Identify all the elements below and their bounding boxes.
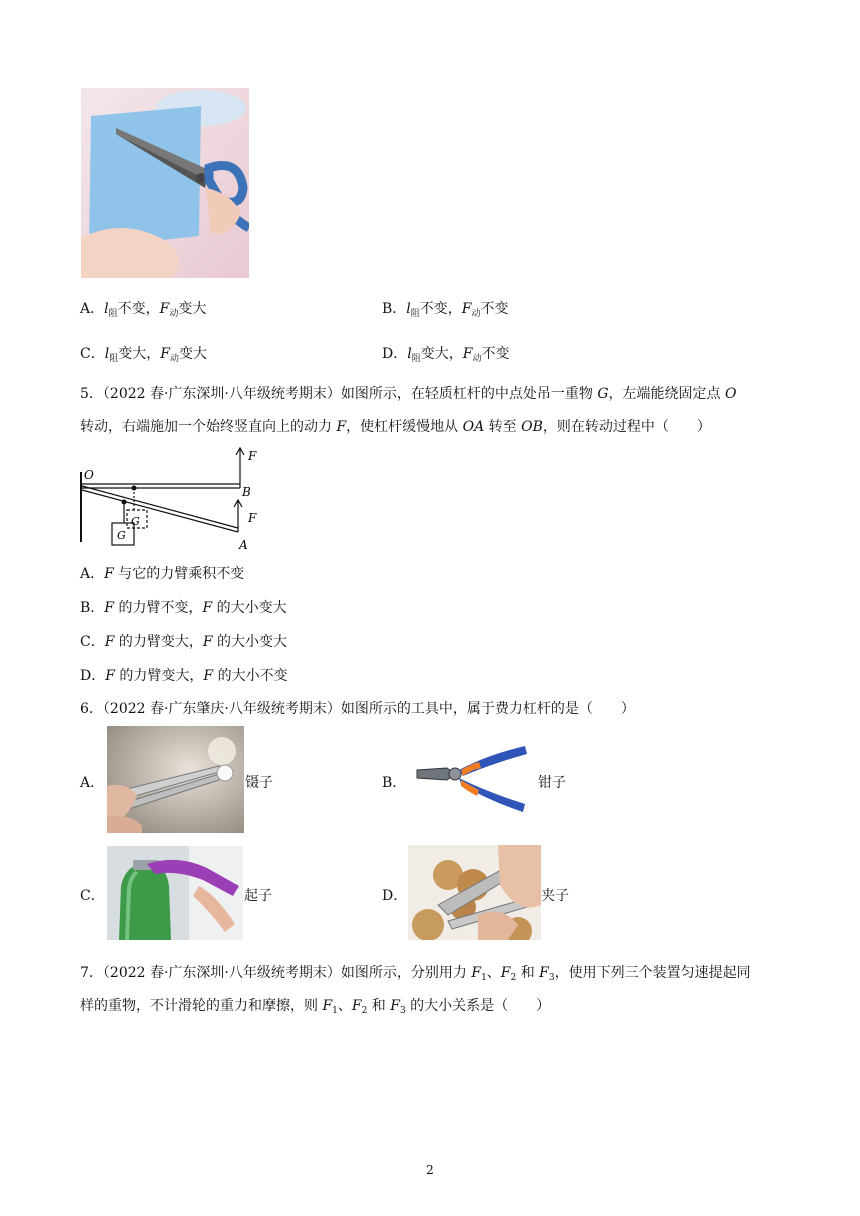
q4-option-d[interactable]: D．$l_阻$变大，$F_动$不变 [382, 346, 510, 364]
nutcracker-photo [408, 845, 541, 940]
q6-option-b[interactable]: B． [382, 775, 407, 791]
q4-option-a[interactable]: A．$l_阻$不变，$F_动$变大 [80, 301, 207, 319]
q5-option-d[interactable]: D．F 的力臂变大，F 的大小不变 [80, 668, 288, 684]
page-number: 2 [426, 1163, 434, 1177]
q6-label-b: 钳子 [538, 775, 566, 791]
lever-diagram [76, 446, 266, 556]
label-a: A [239, 538, 248, 552]
q6-label-a: 镊子 [245, 775, 273, 791]
label-g-solid: G [117, 529, 126, 542]
q5-stem-line1: 5．（2022 春·广东深圳·八年级统考期末）如图所示，在轻质杠杆的中点处吊一重物 G，左端能绕固定点 O [80, 386, 737, 402]
tweezers-photo [107, 726, 244, 833]
pliers-photo [407, 740, 537, 815]
label-f-bottom: F [248, 511, 257, 525]
q5-option-b[interactable]: B．F 的力臂不变，F 的大小变大 [80, 600, 287, 616]
q5-stem-line2: 转动，右端施加一个始终竖直向上的动力 F，使杠杆缓慢地从 OA 转至 OB，则在转动过程中（ ） [80, 419, 711, 435]
label-g-dashed: G [131, 515, 140, 528]
bottle-opener-photo [107, 846, 243, 940]
q7-stem-line1: 7．（2022 春·广东深圳·八年级统考期末）如图所示，分别用力 $F_1$、$F_2$ 和 $F_3$，使用下列三个装置匀速提起同 [80, 965, 751, 983]
q6-option-c[interactable]: C． [80, 888, 105, 904]
label-f-top: F [248, 449, 257, 463]
q6-option-d[interactable]: D． [382, 888, 408, 904]
q4-option-b[interactable]: B．$l_阻$不变，$F_动$不变 [382, 301, 509, 319]
q4-option-c[interactable]: C．$l_阻$变大，$F_动$变大 [80, 346, 207, 364]
label-b: B [242, 485, 251, 499]
q6-label-c: 起子 [244, 888, 272, 904]
q5-option-c[interactable]: C．F 的力臂变大，F 的大小变大 [80, 634, 288, 650]
q6-option-a[interactable]: A． [80, 775, 105, 791]
q5-option-a[interactable]: A．F 与它的力臂乘积不变 [80, 566, 245, 582]
scissors-photo [81, 88, 249, 278]
q6-label-d: 夹子 [541, 888, 569, 904]
q6-stem: 6．（2022 春·广东肇庆·八年级统考期末）如图所示的工具中，属于费力杠杆的是（ ） [80, 701, 635, 717]
q7-stem-line2: 样的重物，不计滑轮的重力和摩擦，则 $F_1$、$F_2$ 和 $F_3$ 的大小关系是（ ） [80, 998, 551, 1016]
label-o: O [84, 468, 94, 482]
